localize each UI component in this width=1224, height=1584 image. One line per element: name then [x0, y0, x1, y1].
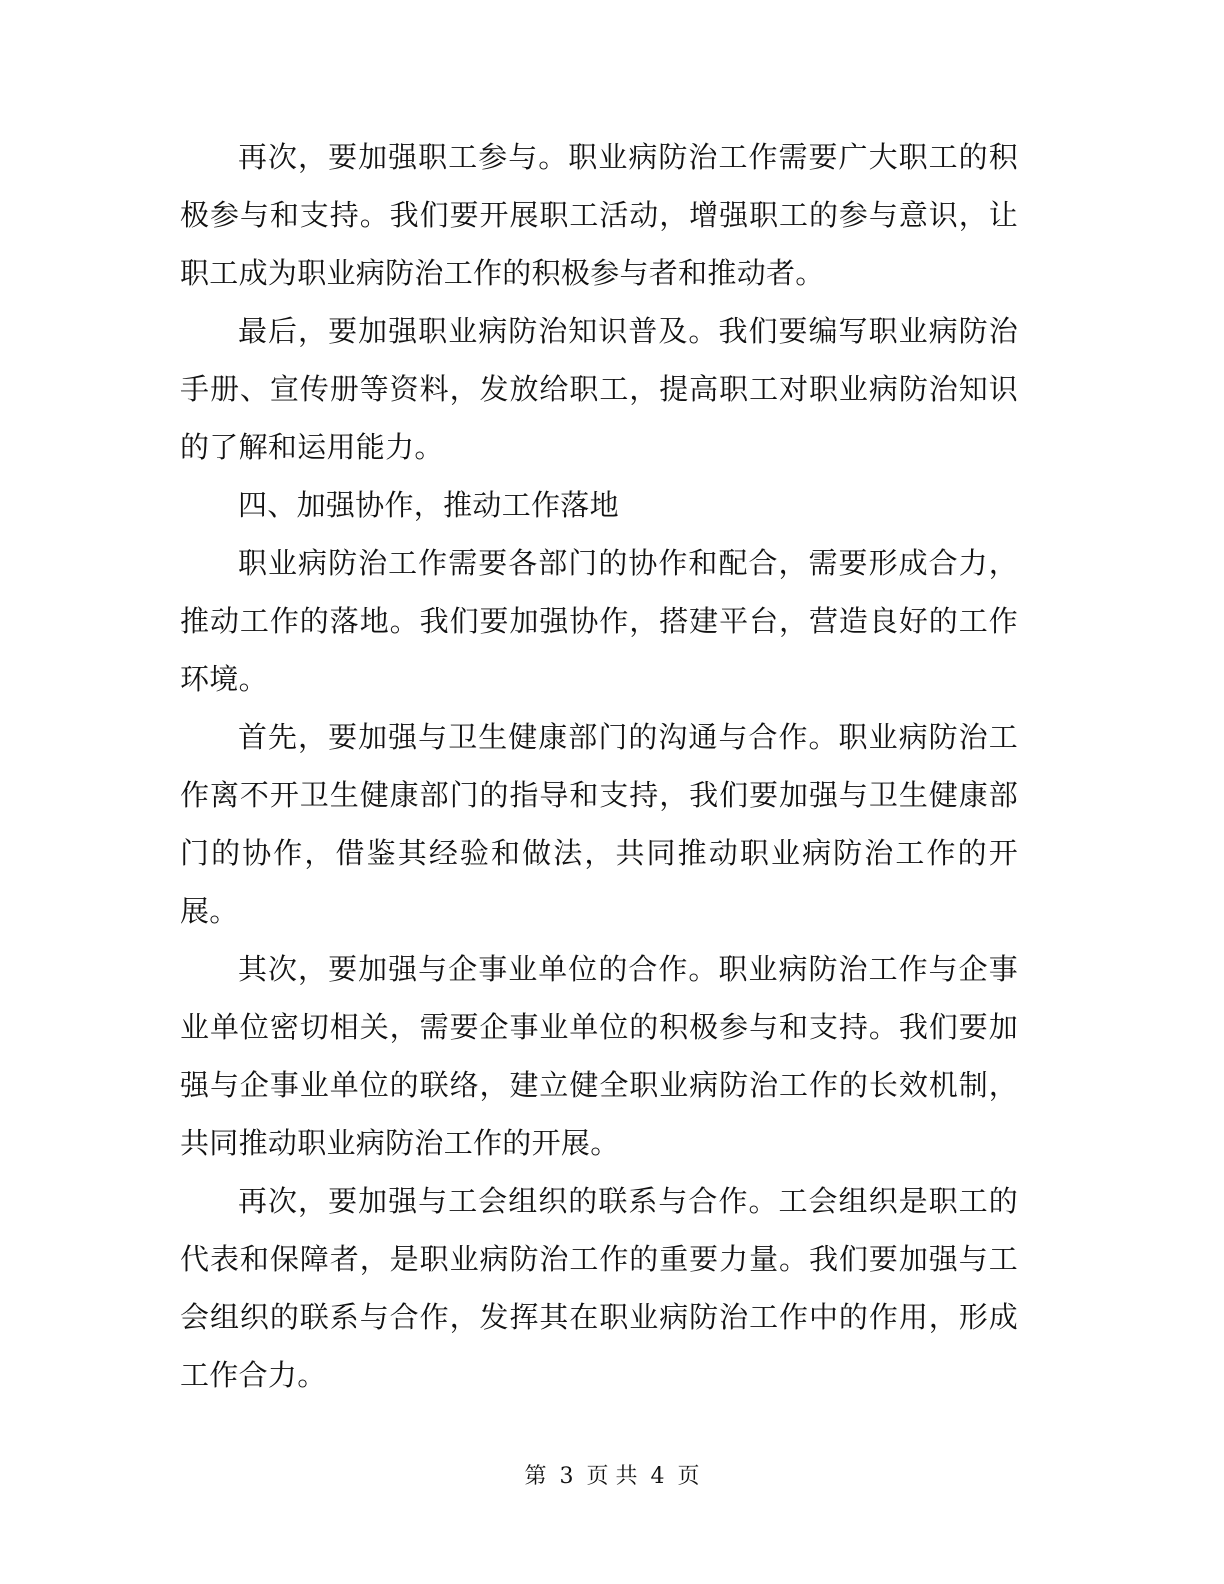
paragraph-cooperation-intro: 职业病防治工作需要各部门的协作和配合，需要形成合力，推动工作的落地。我们要加强协作，搭建平台，营造良好的工作环境。 [180, 546, 1018, 696]
document-body [180, 128, 1018, 1404]
paragraph-health-department: 首先，要加强与卫生健康部门的沟通与合作。职业病防治工作离不开卫生健康部门的指导和支持，我们要加强与卫生健康部门的协作，借鉴其经验和做法，共同推动职业病防治工作的开展。 [180, 720, 1018, 928]
total-pages-number: 4 [650, 1464, 665, 1489]
page-label-prefix: 第 [524, 1464, 547, 1489]
paragraph-enterprises: 其次，要加强与企事业单位的合作。职业病防治工作与企事业单位密切相关，需要企事业单位的积极参与和支持。我们要加强与企事业单位的联络，建立健全职业病防治工作的长效机制，共同推动职业病防治工作的开展。 [180, 952, 1018, 1160]
page-label-suffix: 页 [677, 1464, 700, 1489]
page-label-mid: 页 共 [586, 1464, 638, 1489]
page-footer [0, 1462, 1224, 1492]
paragraph-trade-union: 再次，要加强与工会组织的联系与合作。工会组织是职工的代表和保障者，是职业病防治工作的重要力量。我们要加强与工会组织的联系与合作，发挥其在职业病防治工作中的作用，形成工作合力。 [180, 1184, 1018, 1392]
paragraph-staff-participation: 再次，要加强职工参与。职业病防治工作需要广大职工的积极参与和支持。我们要开展职工活动，增强职工的参与意识，让职工成为职业病防治工作的积极参与者和推动者。 [180, 140, 1018, 290]
current-page-number: 3 [559, 1464, 574, 1489]
section-heading-cooperation: 四、加强协作，推动工作落地 [238, 488, 619, 522]
paragraph-knowledge-popularization: 最后，要加强职业病防治知识普及。我们要编写职业病防治手册、宣传册等资料，发放给职工，提高职工对职业病防治知识的了解和运用能力。 [180, 314, 1018, 464]
